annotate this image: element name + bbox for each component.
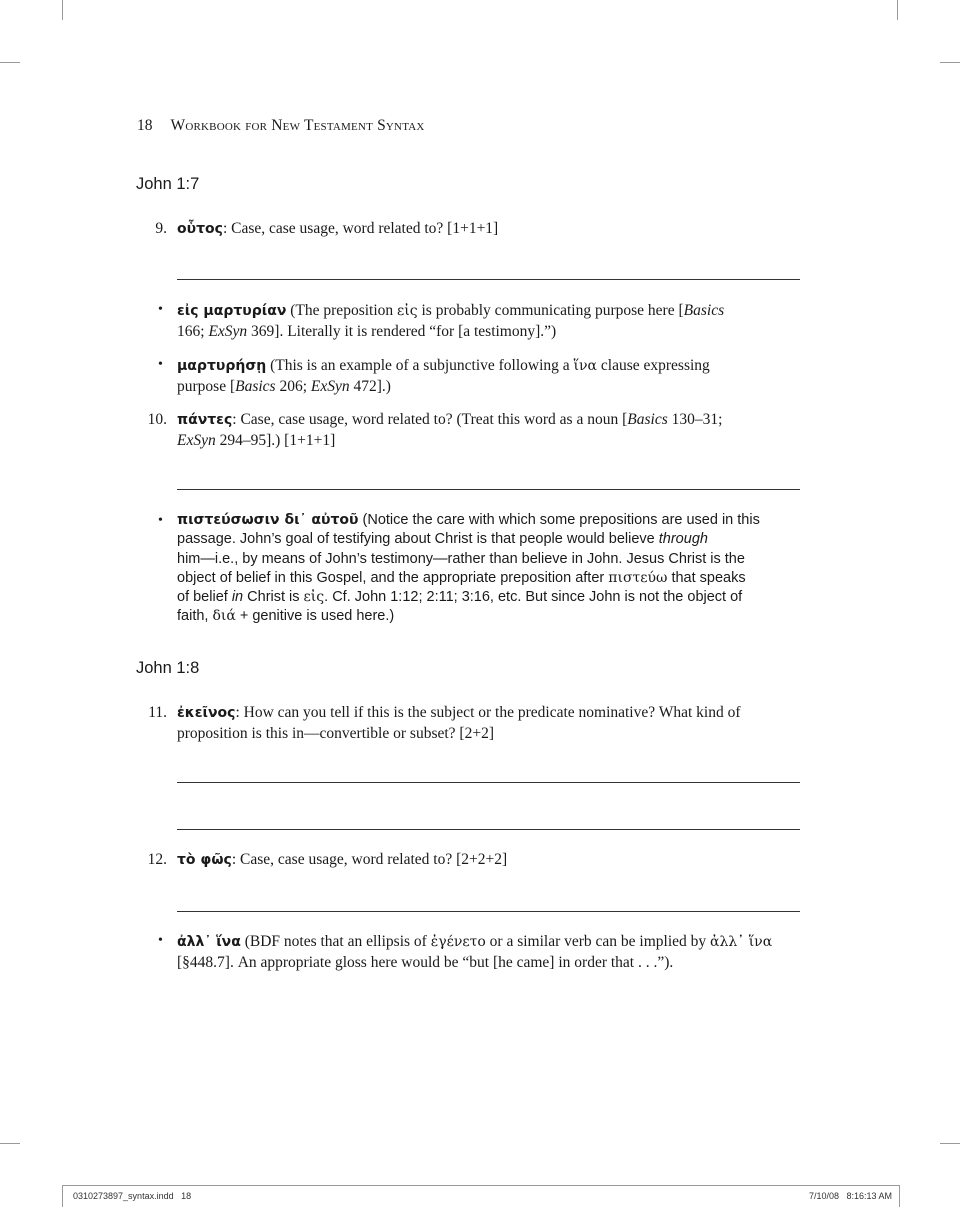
question-number: 10. xyxy=(147,411,167,428)
crop-mark-top-right xyxy=(897,0,898,20)
bullet-icon: • xyxy=(158,357,163,372)
note-pisteusosin: πιστεύσωσιν δι᾽ αὐτοῦ (Notice the care with which some prepositions are used in this passage. John’s goal of testifying about Christ is that people would believe through him—i.e., by means of John’s testimony—rather than believe in John. Jesus Christ is the object of belief in this Gospel, and the appropriate preposition after πιστεύω that speaks of belief in Christ is εἰς. Cf. John 1:12; 2:11; 3:16, etc. But since John is not the object of faith, διά + genitive is used here.) xyxy=(177,512,760,625)
running-header xyxy=(137,117,425,135)
slug-file: 0310273897_syntax.indd 18 xyxy=(73,1191,192,1201)
question-number: 11. xyxy=(148,704,167,721)
answer-line xyxy=(177,829,800,830)
running-title: Workbook for New Testament Syntax xyxy=(170,117,425,134)
crop-mark-left-bottom xyxy=(0,1143,20,1144)
bullet-icon: • xyxy=(158,513,163,528)
slug-date: 7/10/08 8:16:13 AM xyxy=(808,1191,892,1201)
answer-line xyxy=(177,279,800,280)
bullet-icon: • xyxy=(158,933,163,948)
question-10: πάντες: Case, case usage, word related to? (Treat this word as a noun [Basics 130–31; ExSyn 294–95].) [1+1+1] xyxy=(177,411,723,449)
greek-term: οὗτος xyxy=(177,221,223,237)
note-martyrese: μαρτυρήσῃ (This is an example of a subjunctive following a ἵνα clause expressing purpose [Basics 206; ExSyn 472].) xyxy=(177,357,710,395)
section-heading-john-1-7: John 1:7 xyxy=(136,175,200,193)
answer-line xyxy=(177,489,800,490)
question-12: τὸ φῶς: Case, case usage, word related to? [2+2+2] xyxy=(177,851,508,868)
question-number: 9. xyxy=(155,220,167,237)
crop-mark-left-top xyxy=(0,62,20,63)
section-heading-john-1-8: John 1:8 xyxy=(136,659,200,677)
crop-mark-right-bottom xyxy=(940,1143,960,1144)
question-number: 12. xyxy=(147,851,167,868)
answer-line xyxy=(177,911,800,912)
crop-mark-top-left xyxy=(62,0,63,20)
question-11: ἐκεῖνος: How can you tell if this is the subject or the predicate nominative? What kind of proposition is this in—convertible or subset? [2+2] xyxy=(177,704,741,742)
bullet-icon: • xyxy=(158,302,163,317)
note-eis-martyrian: εἰς μαρτυρίαν (The preposition εἰς is probably communicating purpose here [Basics 166; ExSyn 369]. Literally it is rendered “for [a testimony].”) xyxy=(177,302,725,340)
crop-mark-right-top xyxy=(940,62,960,63)
question-9: οὗτος: Case, case usage, word related to? [1+1+1] xyxy=(177,220,499,237)
page-number: 18 xyxy=(137,117,153,134)
answer-line xyxy=(177,782,800,783)
note-all-hina: ἀλλ᾽ ἵνα (BDF notes that an ellipsis of ἐγένετο or a similar verb can be implied by ἀλλ᾽ ἵνα [§448.7]. An appropriate gloss here would be “but [he came] in order that . . .”). xyxy=(177,933,773,971)
